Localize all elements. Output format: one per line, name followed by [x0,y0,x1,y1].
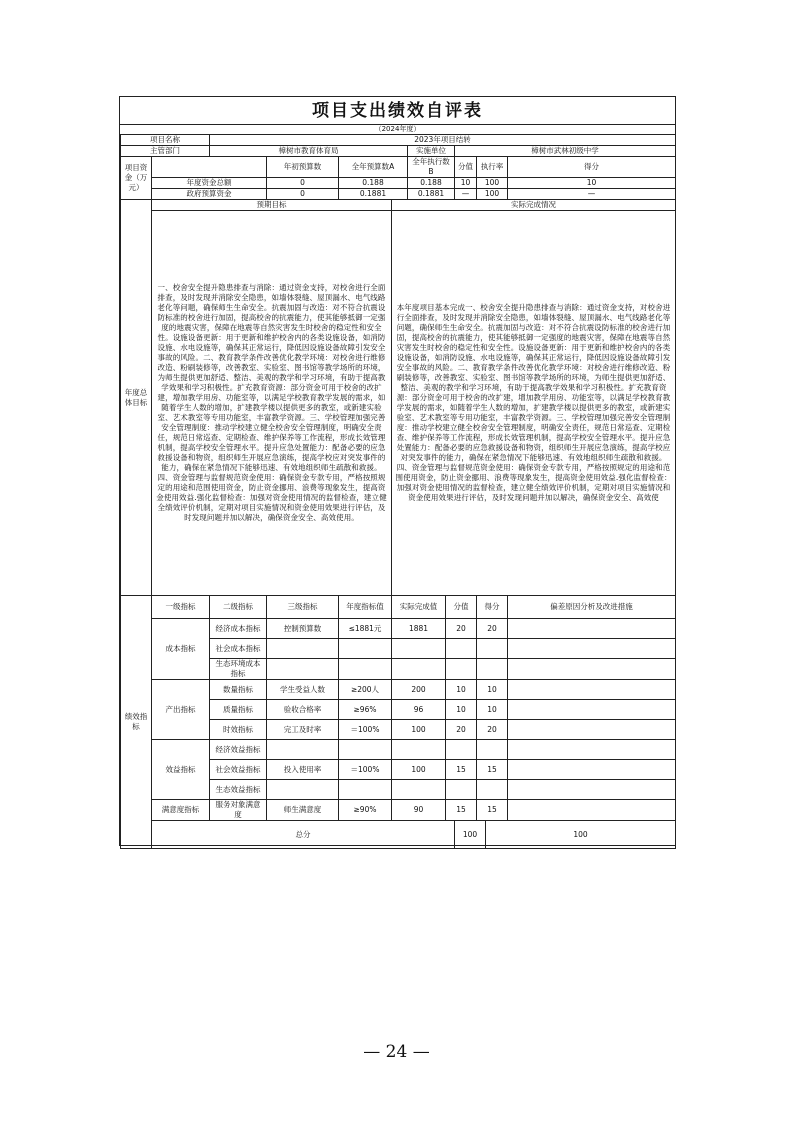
header-full-year-budget: 全年预算数A [339,157,408,178]
actual-value: 100 [392,720,446,740]
header-score: 得分 [508,157,676,178]
level3-usage-rate: 投入使用率 [267,760,339,780]
project-name-row [121,135,676,146]
annual-goals-label: 年度总体目标 [121,200,152,596]
header-ind-score: 得分 [477,596,508,619]
header-exec-rate: 执行率 [477,157,508,178]
funds-gov-rate: 100 [477,189,508,200]
indicator-row [121,740,676,760]
funds-total-initial: 0 [267,178,339,189]
funds-gov-exec: 0.1881 [408,189,455,200]
level3-teacher-student-satisfaction: 师生满意度 [267,800,339,821]
funds-gov-weight: — [455,189,477,200]
score-value: 15 [477,760,508,780]
total-row [121,821,676,849]
score-value: 10 [477,700,508,720]
deviation-reason [508,800,676,821]
funds-total-weight: 10 [455,178,477,189]
level2-social-cost: 社会成本指标 [210,639,267,659]
level2-service-satisfaction: 服务对象满意度 [210,800,267,821]
dept-label: 主管部门 [121,146,210,157]
impl-label: 实施单位 [408,146,455,157]
funds-label: 项目资金（万元） [121,157,152,200]
indicator-row [121,680,676,700]
deviation-reason [508,619,676,639]
level2-timeliness: 时效指标 [210,720,267,740]
level2-economic-benefit: 经济效益指标 [210,740,267,760]
expected-goals-header: 预期目标 [152,200,392,211]
header-actual: 实际完成值 [392,596,446,619]
funds-gov-full-year: 0.1881 [339,189,408,200]
funds-gov-score: — [508,189,676,200]
weight-value: 10 [446,680,477,700]
document-title: 项目支出绩效自评表 [120,97,675,125]
impl-value: 樟树市武林初级中学 [455,146,676,157]
score-value: 20 [477,720,508,740]
level1-cost: 成本指标 [152,619,210,680]
funds-total-row [121,178,676,189]
project-name-value: 2023年项目结转 [210,135,676,146]
level2-quantity: 数量指标 [210,680,267,700]
header-target: 年度指标值 [339,596,392,619]
total-weight: 100 [455,821,486,849]
indicator-row [121,619,676,639]
funds-total-full-year: 0.188 [339,178,408,189]
goals-content-row [121,211,676,596]
level2-social-benefit: 社会效益指标 [210,760,267,780]
weight-value: 15 [446,800,477,821]
funds-total-exec: 0.188 [408,178,455,189]
weight-value: 10 [446,700,477,720]
performance-indicators-label: 绩效指标 [121,596,152,849]
funds-gov-initial: 0 [267,189,339,200]
actual-value: 90 [392,800,446,821]
level3-acceptance-rate: 验收合格率 [267,700,339,720]
level2-quality: 质量指标 [210,700,267,720]
funds-total-score: 10 [508,178,676,189]
deviation-reason [508,720,676,740]
level2-economic-cost: 经济成本指标 [210,619,267,639]
target-value: ≥96% [339,700,392,720]
evaluation-table [120,134,676,849]
level1-output: 产出指标 [152,680,210,740]
indicator-row [121,800,676,821]
level1-benefit: 效益指标 [152,740,210,800]
level2-eco-benefit: 生态效益指标 [210,780,267,800]
funds-gov-row [121,189,676,200]
score-value: 15 [477,800,508,821]
header-level2: 二级指标 [210,596,267,619]
level1-satisfaction: 满意度指标 [152,800,210,821]
actual-value: 200 [392,680,446,700]
level2-eco-env-cost: 生态环境成本指标 [210,659,267,680]
actual-completion-text: 本年度项目基本完成一、校舍安全提升隐患排查与消除：通过资金支持，对校舍进行全面排查，及时发现并消除安全隐患，如墙体裂缝、屋顶漏水、电气线路老化等问题，确保师生生命安全。抗震加固与改造：对不符合抗震设防标准的校舍进行加固，提高校舍的抗震能力，使其能够抵御一定强度的地震灾害，保障在地震等自然灾害发生时校舍的稳定性和安全性。设施设备更新：用于更新和维护校舍内的各类设施设备，如消防设施、水电设施等，确保其正常运行，降低因设施设备故障引发安全事故的风险。二、教育教学条件改善优化教学环境：对校舍进行维修改造、粉刷装修等，改善教室、实验室、图书馆等教学场所的环境，为师生提供更加舒适、整洁、美观的教学和学习环境，有助于提高教学效果和学习积极性。扩充教育资源：部分资金可用于校舍的改扩建，增加教学用房、功能室等，以满足学校教育教学发展的需求，如随着学生人数的增加，扩建教学楼以提供更多的教室，或新建实验室、艺术教室等专用功能室，丰富教学资源。三、学校管理加强完善安全管理制度：推动学校建立健全校舍安全管理制度，明确安全责任，规范日常巡查、定期检查、维护保养等工作流程，形成长效管理机制，提高学校安全管理水平。提升应急处置能力：配备必要的应急救援设备和物资，组织师生开展应急演练，提高学校应对突发事件的能力，确保在紧急情况下能够迅速、有效地组织师生疏散和救援。四、资金管理与监督规范资金使用：确保资金专款专用，严格按照规定的用途和范围使用资金，防止资金挪用、浪费等现象发生，提高资金使用效益.强化监督检查：加强对资金使用情况的监督检查，建立健全绩效评价机制，定期对项目实施情况和资金使用效果进行评估，及时发现问题并加以解决，确保资金安全、高效使 [392,211,676,596]
funds-total-label: 年度资金总额 [152,178,267,189]
funds-total-rate: 100 [477,178,508,189]
target-value: ≥200人 [339,680,392,700]
header-deviation-reason: 偏差原因分析及改进措施 [508,596,676,619]
score-value: 10 [477,680,508,700]
dept-value: 樟树市教育体育局 [210,146,408,157]
total-score: 100 [486,821,676,849]
header-execution: 全年执行数B [408,157,455,178]
score-value: 20 [477,619,508,639]
department-row [121,146,676,157]
target-value: ≥90% [339,800,392,821]
goals-header-row [121,200,676,211]
level3-completion-rate: 完工及时率 [267,720,339,740]
expected-goals-text: 一、校舍安全提升隐患排查与消除：通过资金支持，对校舍进行全面排查，及时发现并消除安全隐患，如墙体裂缝、屋顶漏水、电气线路老化等问题，确保师生生命安全。抗震加固与改造：对不符合抗震设防标准的校舍进行加固，提高校舍的抗震能力，使其能够抵御一定强度的地震灾害，保障在地震等自然灾害发生时校舍的稳定性和安全性。设施设备更新：用于更新和维护校舍内的各类设施设备，如消防设施、水电设施等，确保其正常运行，降低因设施设备故障引发安全事故的风险。二、教育教学条件改善优化教学环境：对校舍进行维修改造、粉刷装修等，改善教室、实验室、图书馆等教学场所的环境，为师生提供更加舒适、整洁、美观的教学和学习环境，有助于提高教学效果和学习积极性。扩充教育资源：部分资金可用于校舍的改扩建，增加教学用房、功能室等，以满足学校教育教学发展的需求，如随着学生人数的增加，扩建教学楼以提供更多的教室，或新建实验室、艺术教室等专用功能室，丰富教学资源。三、学校管理加强完善安全管理制度：推动学校建立健全校舍安全管理制度，明确安全责任，规范日常巡查、定期检查、维护保养等工作流程，形成长效管理机制，提高学校安全管理水平。提升应急处置能力：配备必要的应急救援设备和物资，组织师生开展应急演练，提高学校应对突发事件的能力，确保在紧急情况下能够迅速、有效地组织师生疏散和救援。四、资金管理与监督规范资金使用：确保资金专款专用，严格按照规定的用途和范围使用资金，防止资金挪用、浪费等现象发生，提高资金使用效益.强化监督检查：加强对资金使用情况的监督检查，建立健全绩效评价机制，定期对项目实施情况和资金使用效果进行评估，及时发现问题并加以解决，确保资金安全、高效使用。 [152,211,392,596]
deviation-reason [508,760,676,780]
actual-value: 1881 [392,619,446,639]
level3-budget-control: 控制预算数 [267,619,339,639]
weight-value: 15 [446,760,477,780]
weight-value: 20 [446,619,477,639]
deviation-reason [508,680,676,700]
level3-beneficiaries: 学生受益人数 [267,680,339,700]
total-label: 总分 [152,821,455,849]
evaluation-sheet [119,96,676,846]
weight-value: 20 [446,720,477,740]
actual-value: 100 [392,760,446,780]
target-value: ≤1881元 [339,619,392,639]
header-level3: 三级指标 [267,596,339,619]
actual-value: 96 [392,700,446,720]
header-level1: 一级指标 [152,596,210,619]
funds-gov-label: 政府预算资金 [152,189,267,200]
target-value: ＝100% [339,720,392,740]
header-weight: 分值 [455,157,477,178]
target-value: ＝100% [339,760,392,780]
funds-header-row [121,157,676,178]
indicator-header-row [121,596,676,619]
year-note: （2024年度） [374,125,421,133]
project-name-label: 项目名称 [121,135,210,146]
actual-completion-header: 实际完成情况 [392,200,676,211]
header-ind-weight: 分值 [446,596,477,619]
page-number: — 24 — [363,1042,430,1062]
deviation-reason [508,700,676,720]
header-initial-budget: 年初预算数 [267,157,339,178]
